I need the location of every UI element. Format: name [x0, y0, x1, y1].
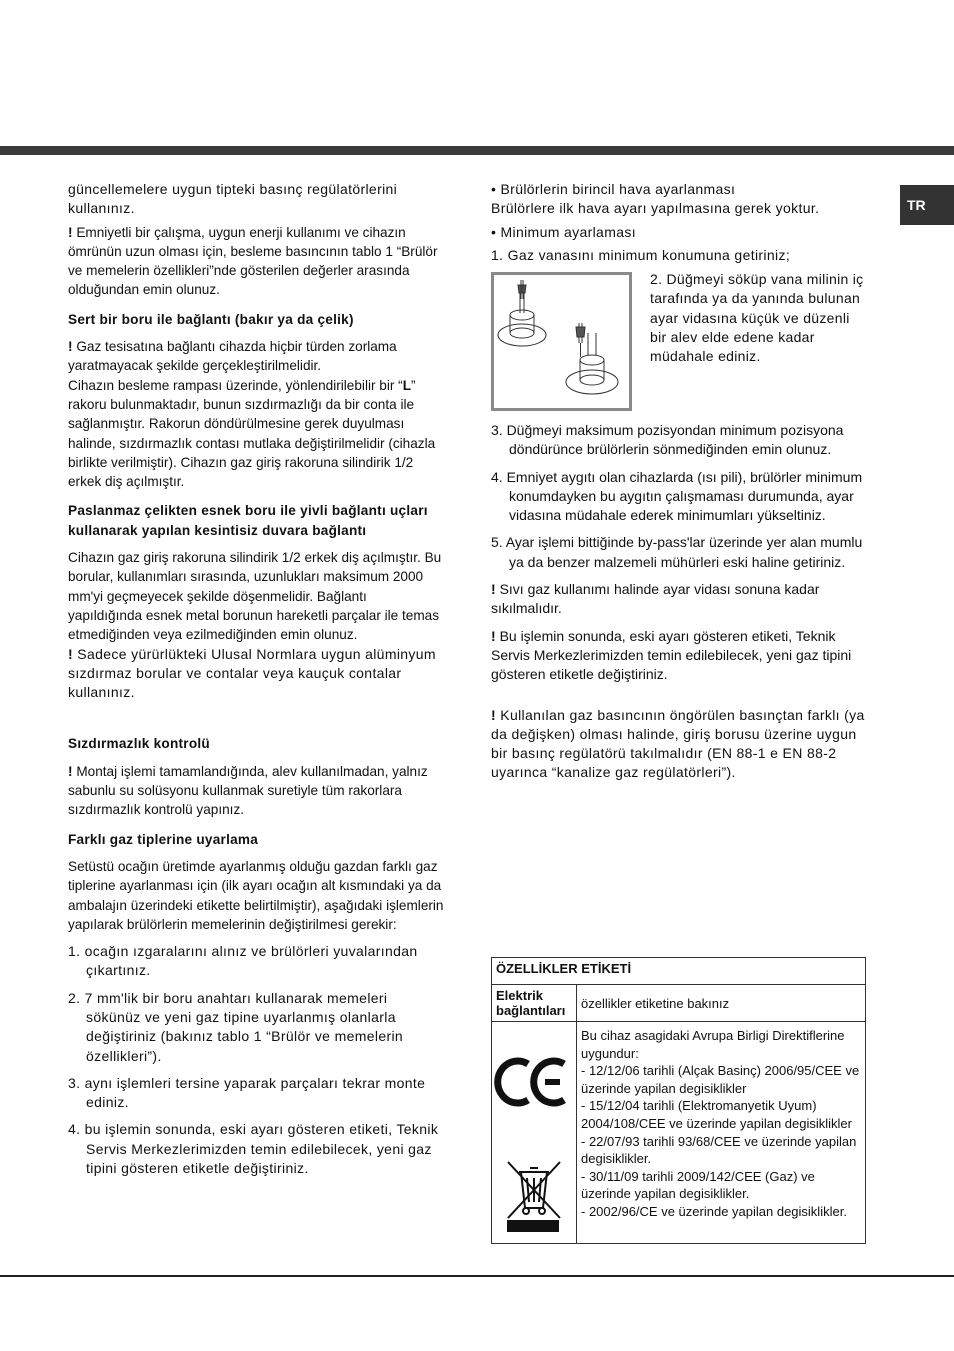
bullet-heading: • Brülörlerin birincil hava ayarlanması	[491, 181, 736, 197]
warning-mark: !	[491, 627, 500, 644]
directive-line: - 2002/96/CE ve üzerinde yapilan degisiklikler.	[581, 1203, 847, 1219]
burner-adjustment-figure	[491, 272, 632, 411]
table-row-label: Elektrik bağlantıları	[492, 985, 577, 1022]
list-item: 4. Emniyet aygıtı olan cihazlarda (ısı pili), brülörler minimum konumdayken bu aygıtın çalışmaması durumunda, ayar vidasına müdahale ederek minimumları yükseltiniz.	[491, 468, 863, 524]
warning-paragraph	[491, 706, 867, 783]
warning-mark: !	[68, 645, 78, 662]
figure-caption-step: 2. Düğmeyi söküp vana milinin iç tarafında ya da yanında bulunan ayar vidasına küçük ve düzenli bir alev elde edene kadar müdahale ediniz.	[650, 271, 864, 365]
specification-label-table	[491, 957, 866, 1244]
compliance-icons-cell	[492, 1022, 577, 1244]
table-title: ÖZELLİKLER ETİKETİ	[492, 958, 866, 985]
list-item: 2. 7 mm'lik bir boru anahtarı kullanarak memeleri sökünüz ve yeni gaz tipine uyarlanmış olanlarla değiştiriniz (bakınız tablo 1 “Brülör ve memelerin özellikleri”).	[68, 989, 404, 1064]
directives-cell	[577, 1022, 866, 1244]
fitting-letter: L	[402, 377, 412, 393]
list-item: 3. aynı işlemleri tersine yaparak parçaları tekrar monte ediniz.	[68, 1074, 426, 1111]
paragraph: Setüstü ocağın üretimde ayarlanmış olduğu gazdan farklı gaz tiplerine ayarlanması için (ilk ayarı ocağın alt kısmındaki ya da ambalajın üzerindeki etikette belirtilmiştir), aşağıdaki işlemlerin yapılarak brülörlerin memelerinin değiştirilmesi gerekir:	[68, 858, 444, 932]
right-column-top	[491, 180, 867, 265]
warning-paragraph	[491, 627, 867, 685]
warning-mark: !	[68, 339, 77, 355]
warning-paragraph	[68, 645, 444, 703]
warning-paragraph	[491, 580, 867, 619]
warning-mark: !	[68, 224, 77, 240]
warning-mark: !	[491, 581, 500, 598]
top-rule	[0, 146, 954, 155]
right-column-bottom	[491, 421, 867, 783]
table-cell: özellikler etiketine bakınız	[577, 985, 866, 1022]
bullet-heading: • Minimum ayarlaması	[491, 223, 636, 240]
warning-paragraph	[68, 762, 444, 820]
warning-mark: !	[491, 706, 501, 723]
list-item: 3. Düğmeyi maksimum pozisyondan minimum pozisyona döndürünce brülörlerin sönmediğinden emin olunuz.	[491, 422, 844, 458]
directive-line: Bu cihaz asagidaki Avrupa Birligi Direktiflerine uygundur:	[581, 1028, 845, 1061]
section-heading: Farklı gaz tiplerine uyarlama	[68, 831, 259, 847]
screwdriver-adjust-icon	[494, 275, 629, 408]
warning-text: Kullanılan gaz basıncının öngörülen basınçtan farklı (ya da değişken) olması halinde, giriş borusu üzerine uygun bir basınç regülatörü takılmalıdır (EN 88-1 e EN 88-2 uyarınca “kanalize gaz regülatörleri”).	[491, 706, 865, 781]
warning-text: Sadece yürürlükteki Ulusal Normlara uygun alüminyum sızdırmaz borular ve contalar veya kauçuk contalar kullanınız.	[68, 645, 436, 701]
warning-paragraph	[68, 223, 444, 300]
ce-mark-icon	[498, 1061, 564, 1103]
warning-text: Sıvı gaz kullanımı halinde ayar vidası sonuna kadar sıkılmalıdır.	[491, 581, 820, 617]
list-item: 5. Ayar işlemi bittiğinde by-pass'lar üzerinde yer alan mumlu ya da benzer malzemeli mühürleri eski haline getiriniz.	[491, 534, 863, 570]
weee-crossed-bin-icon	[507, 1162, 560, 1232]
left-column	[68, 180, 444, 1178]
list-item: 1. ocağın ızgaralarını alınız ve brülörleri yuvalarından çıkartınız.	[68, 943, 418, 979]
warning-paragraph	[68, 337, 444, 376]
paragraph: güncellemelere uygun tipteki basınç regülatörlerini kullanınız.	[68, 181, 398, 217]
text-run: ” rakoru bulunmaktadır, bunun sızdırmazlığı da bir conta ile sağlanmıştır. Rakorun döndürülmesine gerek duyulması halinde, sızdırmazlık contası mutlaka değiştirilmelidir (cihazla birlikte verilmiştir). Cihazın gaz giriş rakoruna silindirik 1/2 erkek diş açılmıştır.	[68, 377, 436, 490]
bottom-rule	[0, 1275, 954, 1277]
paragraph: Cihazın gaz giriş rakoruna silindirik 1/2 erkek diş açılmıştır. Bu borular, kullanımları sırasında, uzunlukları maksimum 2000 mm'yi geçmeyecek şekilde döşenmelidir. Bağlantı yapıldığında esnek metal borunun hareketli parçalar ile temas etmediğinden veya ezilmediğinden emin olunuz.	[68, 550, 442, 643]
warning-text: Gaz tesisatına bağlantı cihazda hiçbir türden zorlama yaratmayacak şekilde gerçekleştirilmelidir.	[68, 339, 397, 374]
directive-line: - 22/07/93 tarihli 93/68/CEE ve üzerinde yapilan degisiklikler.	[581, 1133, 857, 1167]
text-run: Cihazın besleme rampası üzerinde, yönlendirilebilir bir “	[68, 377, 403, 393]
warning-text: Bu işlemin sonunda, eski ayarı gösteren etiketi, Teknik Servis Merkezlerimizden temin edilebilecek, yeni gaz tipini gösteren etiketle değiştiriniz.	[491, 627, 852, 683]
compliance-marks	[492, 1022, 576, 1240]
paragraph	[68, 376, 444, 492]
warning-mark: !	[68, 763, 77, 779]
paragraph: Brülörlere ilk hava ayarı yapılmasına gerek yoktur.	[491, 200, 820, 217]
section-heading: Sert bir boru ile bağlantı (bakır ya da çelik)	[68, 311, 354, 327]
section-heading: Paslanmaz çelikten esnek boru ile yivli bağlantı uçları kullanarak yapılan kesintisiz duvara bağlantı	[68, 503, 428, 538]
section-heading: Sızdırmazlık kontrolü	[68, 736, 210, 752]
list-item: 4. bu işlemin sonunda, eski ayarı gösteren etiketi, Teknik Servis Merkezlerimizden temin edilebilecek, yeni gaz tipini gösteren etiketle değiştiriniz.	[68, 1121, 439, 1177]
warning-text: Montaj işlemi tamamlandığında, alev kullanılmadan, yalnız sabunlu su solüsyonu kullanmak suretiyle tüm rakorlara sızdırmazlık kontrolü yapınız.	[68, 763, 428, 818]
language-tab: TR	[900, 185, 954, 225]
list-item: 1. Gaz vanasını minimum konumuna getiriniz;	[491, 246, 791, 263]
warning-text: Emniyetli bir çalışma, uygun enerji kullanımı ve cihazın ömrünün uzun olması için, besleme basıncının tablo 1 “Brülör ve memelerin özellikleri”nde gösterilen değerler arasında olduğundan emin olunuz.	[68, 224, 438, 298]
directive-line: - 15/12/04 tarihli (Elektromanyetik Uyum) 2004/108/CEE ve üzerinde yapilan degisiklikler	[581, 1098, 852, 1131]
directive-line: - 30/11/09 tarihli 2009/142/CEE (Gaz) ve üzerinde yapilan degisiklikler.	[581, 1168, 815, 1202]
directive-line: - 12/12/06 tarihli (Alçak Basinç) 2006/95/CEE ve üzerinde yapilan degisiklikler	[581, 1063, 860, 1096]
